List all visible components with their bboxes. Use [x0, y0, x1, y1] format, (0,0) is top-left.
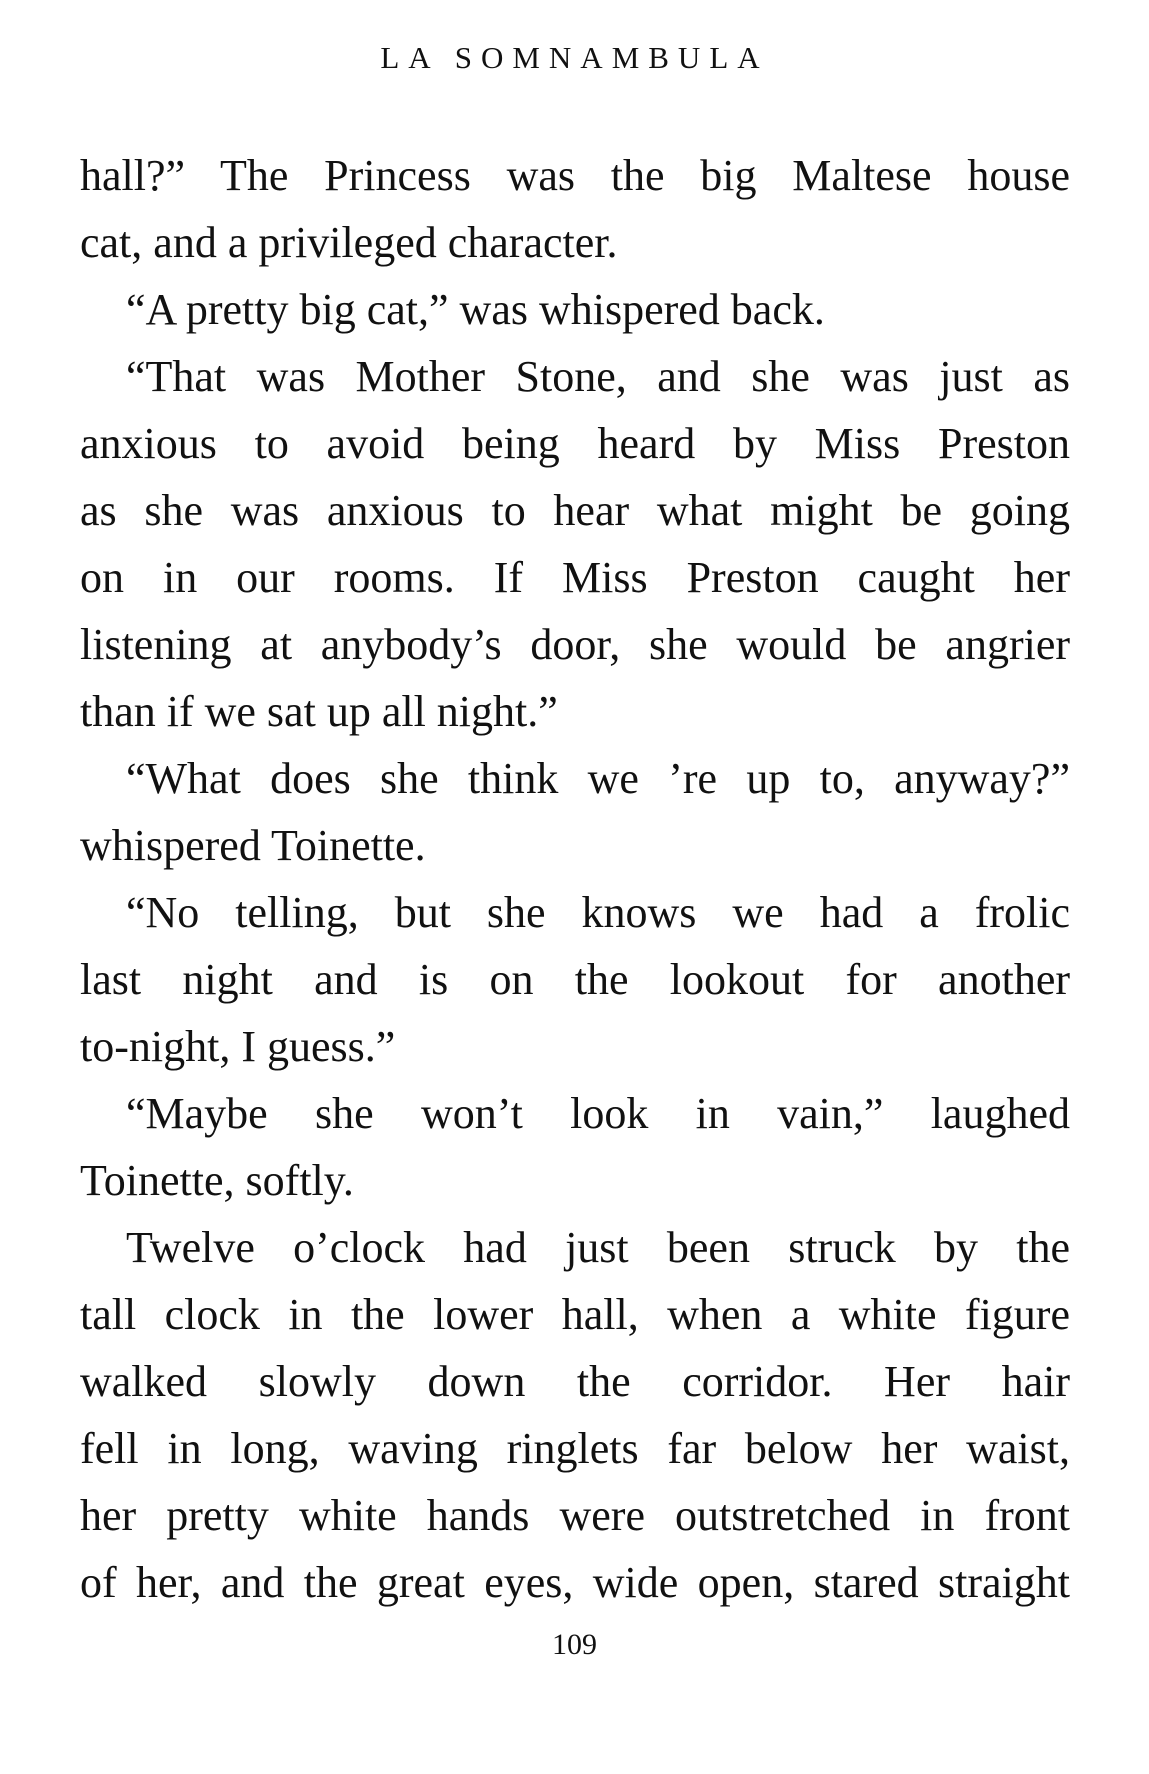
- text-line: “Maybe she won’t look in vain,” laughed: [126, 1089, 1070, 1138]
- text-line: than if we sat up all night.”: [80, 687, 558, 736]
- text-line: “No telling, but she knows we had a frolic: [126, 888, 1070, 937]
- text-line: cat, and a privileged character.: [80, 218, 618, 267]
- text-line: to-night, I guess.”: [80, 1022, 396, 1071]
- text-line: last night and is on the lookout for another: [80, 955, 1070, 1004]
- text-line: on in our rooms. If Miss Preston caught her: [80, 553, 1070, 602]
- text-line: fell in long, waving ringlets far below her waist,: [80, 1424, 1070, 1473]
- text-line: walked slowly down the corridor. Her hair: [80, 1357, 1070, 1406]
- text-line: her pretty white hands were outstretched in front: [80, 1491, 1070, 1540]
- text-line: hall?” The Princess was the big Maltese house: [80, 151, 1070, 200]
- running-head: LA SOMNAMBULA: [380, 40, 769, 75]
- page-number: 109: [552, 1628, 597, 1661]
- text-line: “That was Mother Stone, and she was just as: [126, 352, 1070, 401]
- text-line: “What does she think we ’re up to, anyway?”: [126, 754, 1070, 803]
- text-line: of her, and the great eyes, wide open, stared straight: [80, 1558, 1070, 1607]
- text-line: Twelve o’clock had just been struck by the: [126, 1223, 1070, 1272]
- text-line: “A pretty big cat,” was whispered back.: [126, 285, 825, 334]
- text-line: whispered Toinette.: [80, 821, 426, 870]
- text-line: Toinette, softly.: [80, 1156, 354, 1205]
- text-line: listening at anybody’s door, she would be angrier: [80, 620, 1070, 669]
- text-line: anxious to avoid being heard by Miss Preston: [80, 419, 1070, 468]
- body-text: [80, 142, 1070, 1616]
- text-line: tall clock in the lower hall, when a white figure: [80, 1290, 1070, 1339]
- text-line: as she was anxious to hear what might be going: [80, 486, 1070, 535]
